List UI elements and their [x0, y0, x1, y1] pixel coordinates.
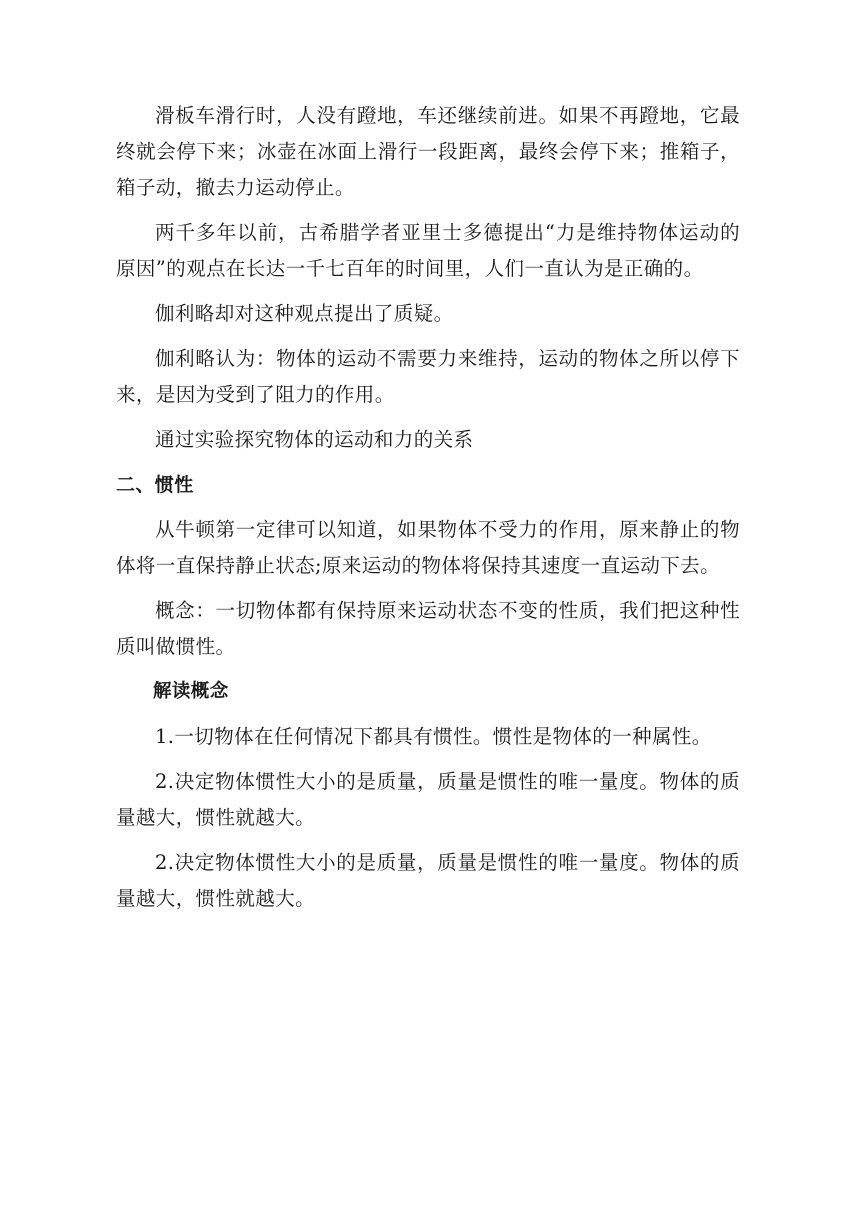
point-item: 2.决定物体惯性大小的是质量，质量是惯性的唯一量度。物体的质量越大，惯性就越大。	[116, 770, 740, 829]
point-item: 2.决定物体惯性大小的是质量，质量是惯性的唯一量度。物体的质量越大，惯性就越大。	[116, 851, 740, 910]
paragraph-experiment: 通过实验探究物体的运动和力的关系	[155, 428, 474, 451]
paragraph-galileo-view: 伽利略认为：物体的运动不需要力来维持，运动的物体之所以停下来，是因为受到了阻力的作用。	[116, 347, 740, 406]
subheading-interpretation: 解读概念	[153, 681, 229, 702]
paragraph-newton-law: 从牛顿第一定律可以知道，如果物体不受力的作用，原来静止的物体将一直保持静止状态;原来运动的物体将保持其速度一直运动下去。	[116, 518, 740, 577]
paragraph-scooter: 滑板车滑行时，人没有蹬地，车还继续前进。如果不再蹬地，它最终就会停下来；冰壶在冰面上滑行一段距离，最终会停下来；推箱子，箱子动，撤去力运动停止。	[116, 104, 740, 199]
paragraph-inertia-concept: 概念：一切物体都有保持原来运动状态不变的性质，我们把这种性质叫做惯性。	[116, 599, 740, 658]
point-item: 1.一切物体在任何情况下都具有惯性。惯性是物体的一种属性。	[155, 725, 712, 748]
paragraph-aristotle: 两千多年以前，古希腊学者亚里士多德提出“力是维持物体运动的原因”的观点在长达一千七百年的时间里，人们一直认为是正确的。	[116, 221, 740, 280]
document-page	[116, 98, 740, 926]
paragraph-galileo-doubt: 伽利略却对这种观点提出了质疑。	[155, 302, 454, 325]
section-heading-inertia: 二、惯性	[116, 474, 194, 496]
